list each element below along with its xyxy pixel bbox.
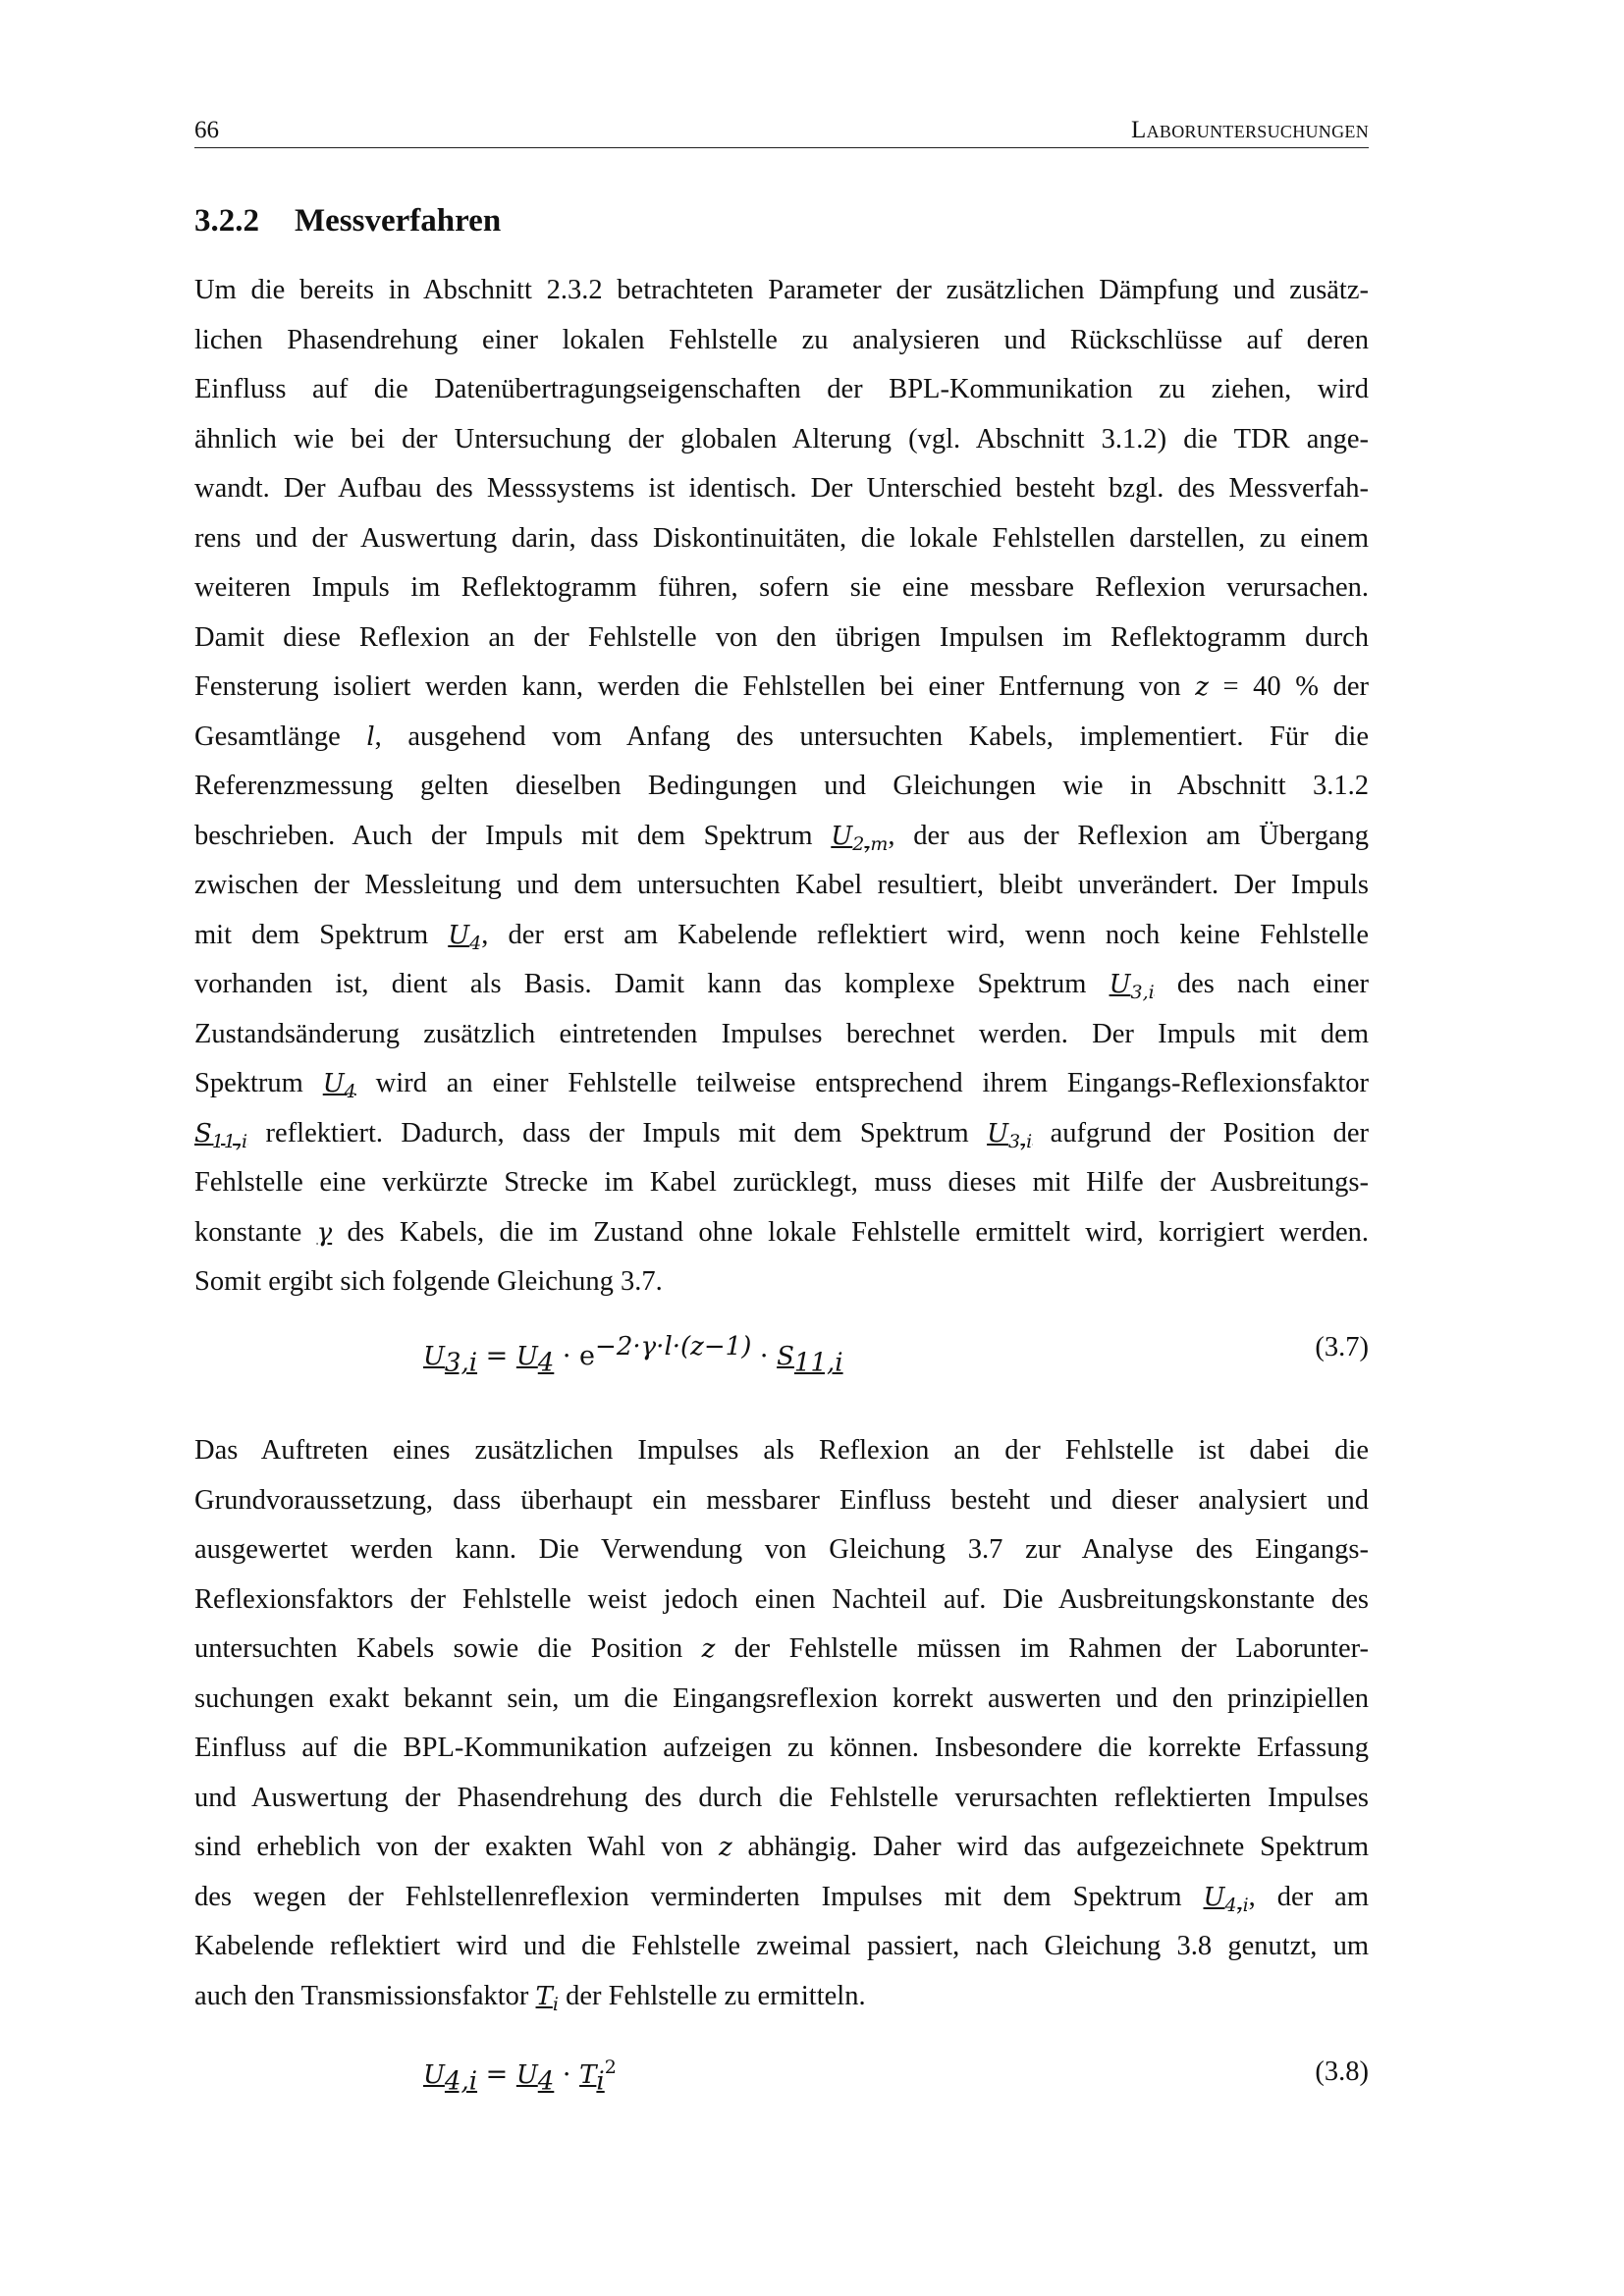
text-line: wandt. Der Aufbau des Messsystems ist identisch. Der Unterschied besteht bzgl. des Messverfah-	[194, 473, 1369, 504]
text-line: auch den Transmissionsfaktor $T_i$ der Fehlstelle zu ermitteln.	[194, 1980, 866, 2015]
paragraph-2	[194, 1426, 1369, 2021]
text-line: konstante γ des Kabels, die im Zustand ohne lokale Fehlstelle ermittelt wird, korrigiert werden.	[194, 1216, 1369, 1248]
text-line: Fehlstelle eine verkürzte Strecke im Kabel zurücklegt, muss dieses mit Hilfe der Ausbreitungs-	[194, 1167, 1369, 1198]
text-line: des wegen der Fehlstellenreflexion verminderten Impulses mit dem Spektrum $U_{4,i}$, der am	[194, 1881, 1370, 1916]
symbol-u3i: $U_{3,i}$	[987, 1118, 1033, 1152]
symbol-s11i: $S_{11,i}$	[194, 1118, 248, 1152]
text-line: rens und der Auswertung darin, dass Diskontinuitäten, die lokale Fehlstellen darstellen, zu einem	[194, 522, 1369, 554]
text-line: Grundvoraussetzung, dass überhaupt ein messbarer Einfluss besteht und dieser analysiert und	[194, 1484, 1369, 1516]
text-line: untersuchten Kabels sowie die Position z der Fehlstelle müssen im Rahmen der Laborunter-	[194, 1633, 1370, 1664]
equation-number: (3.8)	[1315, 2056, 1369, 2087]
paragraph-1	[194, 266, 1369, 1308]
running-title: Laboruntersuchungen	[1131, 117, 1369, 143]
symbol-u4: $U_4$	[322, 1069, 356, 1103]
text-line: Fensterung isoliert werden kann, werden die Fehlstellen bei einer Entfernung von z = 40 % der	[194, 671, 1369, 702]
text-line: lichen Phasendrehung einer lokalen Fehlstelle zu analysieren und Rückschlüsse auf deren	[194, 324, 1369, 355]
text-line: Reflexionsfaktors der Fehlstelle weist jedoch einen Nachteil auf. Die Ausbreitungskonstante des	[194, 1583, 1369, 1615]
page-number: 66	[194, 117, 219, 143]
equation-number: (3.7)	[1315, 1332, 1369, 1362]
symbol-u4: $U_4$	[448, 920, 482, 954]
text-line: ähnlich wie bei der Untersuchung der globalen Alterung (vgl. Abschnitt 3.1.2) die TDR ange-	[194, 423, 1369, 454]
symbol-u4i: $U_{4,i}$	[1203, 1882, 1249, 1916]
equation-body: $U_{3,i} = U_4 \cdot e^{-2\cdot\gamma\cdot l\cdot(z-1)} \cdot S_{11,i}$	[423, 1332, 843, 1378]
text-line: $S_{11,i}$ reflektiert. Dadurch, dass der Impuls mit dem Spektrum $U_{3,i}$ aufgrund der Position der	[194, 1117, 1369, 1152]
section-heading	[194, 203, 501, 240]
text-line: und Auswertung der Phasendrehung des durch die Fehlstelle verursachten reflektierten Impulses	[194, 1782, 1369, 1813]
section-title: Messverfahren	[295, 203, 502, 239]
text-line: Einfluss auf die Datenübertragungseigenschaften der BPL-Kommunikation zu ziehen, wird	[194, 374, 1369, 404]
text-line: mit dem Spektrum $U_4$, der erst am Kabelende reflektiert wird, wenn noch keine Fehlstelle	[194, 919, 1369, 954]
text-line: sind erheblich von der exakten Wahl von z abhängig. Daher wird das aufgezeichnete Spektrum	[194, 1832, 1369, 1862]
text-line: vorhanden ist, dient als Basis. Damit kann das komplexe Spektrum $U_{3,i}$ des nach einer	[194, 969, 1370, 1004]
text-line: Damit diese Reflexion an der Fehlstelle von den übrigen Impulsen im Reflektogramm durch	[194, 621, 1369, 653]
text-line: Zustandsänderung zusätzlich eintretenden Impulses berechnet werden. Der Impuls mit dem	[194, 1018, 1369, 1049]
equation-3-7	[194, 1332, 1369, 1383]
text-line: Gesamtlänge l, ausgehend vom Anfang des untersuchten Kabels, implementiert. Für die	[194, 721, 1369, 752]
symbol-u3i: $U_{3,i}$	[1109, 970, 1155, 1004]
header-rule	[194, 147, 1369, 148]
text-line: Kabelende reflektiert wird und die Fehlstelle zweimal passiert, nach Gleichung 3.8 genutzt, um	[194, 1931, 1369, 1961]
text-line: zwischen der Messleitung und dem untersuchten Kabel resultiert, bleibt unverändert. Der Impuls	[194, 870, 1369, 900]
text-line: Einfluss auf die BPL-Kommunikation aufzeigen zu können. Insbesondere die korrekte Erfassung	[194, 1733, 1369, 1763]
text-line: beschrieben. Auch der Impuls mit dem Spektrum $U_{2,m}$, der aus der Reflexion am Übergang	[194, 820, 1369, 855]
text-line: Spektrum $U_4$ wird an einer Fehlstelle teilweise entsprechend ihrem Eingangs-Reflexionsfaktor	[194, 1068, 1370, 1103]
text-line: Das Auftreten eines zusätzlichen Impulses als Reflexion an der Fehlstelle ist dabei die	[194, 1435, 1369, 1466]
symbol-u2m: $U_{2,m}$	[831, 821, 889, 855]
variable-l: l	[366, 721, 375, 752]
text-line: Um die bereits in Abschnitt 2.3.2 betrachteten Parameter der zusätzlichen Dämpfung und zusätz-	[194, 275, 1369, 305]
text-line: suchungen exakt bekannt sein, um die Eingangsreflexion korrekt auswerten und den prinzipiellen	[194, 1682, 1369, 1714]
symbol-ti: $T_i$	[535, 1981, 559, 2015]
variable-z: z	[1195, 672, 1209, 702]
text-line: Somit ergibt sich folgende Gleichung 3.7.	[194, 1266, 663, 1297]
section-number: 3.2.2	[194, 203, 259, 239]
equation-3-8	[194, 2056, 1369, 2108]
text-line: Referenzmessung gelten dieselben Bedingungen und Gleichungen wie in Abschnitt 3.1.2	[194, 771, 1369, 801]
text-line: weiteren Impuls im Reflektogramm führen, sofern sie eine messbare Reflexion verursachen.	[194, 572, 1369, 603]
variable-z: z	[718, 1833, 732, 1862]
variable-z: z	[701, 1634, 716, 1664]
symbol-gamma: γ	[316, 1217, 333, 1248]
equation-body: $U_{4,i} = U_4 \cdot T_i^2$	[423, 2056, 617, 2097]
text-line: ausgewertet werden kann. Die Verwendung von Gleichung 3.7 zur Analyse des Eingangs-	[194, 1534, 1369, 1565]
